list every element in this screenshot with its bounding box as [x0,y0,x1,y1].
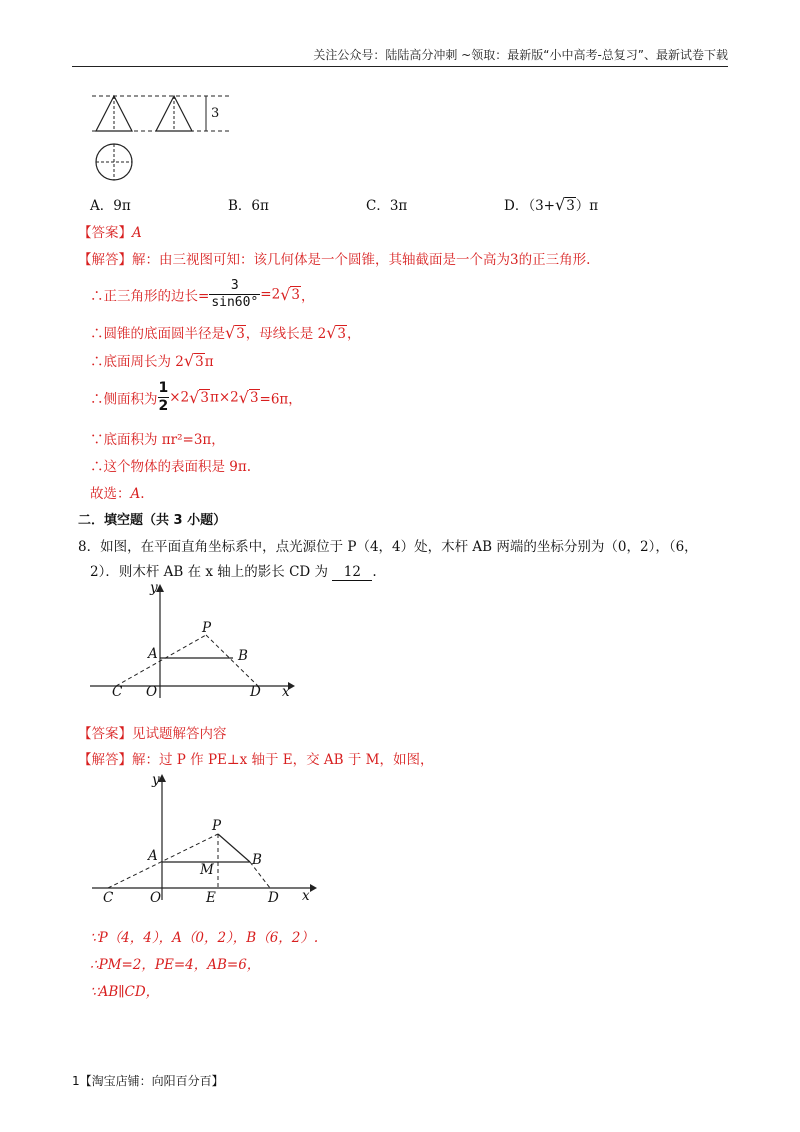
q7-answer-tag: 【答案】 [78,225,132,241]
option-d-suffix: ）π [575,198,599,214]
sqrt-sign-icon: √ [183,351,195,370]
line7-prefix: 故选： [90,486,131,502]
option-b-letter: B． [228,198,252,214]
fig2-label-y: y [152,772,160,788]
fig1-label-b: B [238,648,248,664]
q7-line-side-length [90,278,314,318]
line3-suffix: π [204,354,214,370]
line4-prefix: ∴侧面积为 [90,391,158,408]
line1-numerator: 3 [230,278,239,293]
q7-solution-text: 解：由三视图可知：该几何体是一个圆锥，其轴截面是一个高为3的正三角形. [132,252,591,268]
option-d-letter: D． [504,198,529,214]
q7-line-circumference [90,350,214,370]
q7-answer [78,221,142,241]
q8-line2 [90,560,377,581]
fig1-label-a: A [148,646,158,662]
section-title: 二．填空题（共 3 小题） [78,513,227,528]
q7-solution [78,248,590,268]
q8-answer [78,722,227,742]
q8-step-1: ∵P（4，4），A（0，2），B（6，2）. [90,930,319,946]
q8-line2-prefix: 2）．则木杆 AB 在 x 轴上的影长 CD 为 [90,564,329,580]
line4-mid1: ×2 [169,389,190,406]
q8-line2-suffix: . [372,564,377,580]
sqrt-sign-icon: √ [189,388,200,407]
line1-denominator: sin60° [211,295,259,310]
line2-mid: ，母线长是 2 [245,326,327,342]
q7-line-lateral-area [90,380,302,422]
header-rule [72,66,728,67]
fig2-label-p: P [212,818,222,834]
option-a [90,194,131,214]
height-label: 3 [211,106,220,121]
fig1-label-p: P [202,620,212,636]
line4-sqrt1: 3 [200,389,209,406]
line2-sqrt1: 3 [236,326,245,342]
option-a-value: 9π [113,198,131,214]
line4-mid2: π×2 [209,389,239,406]
option-d [504,194,598,214]
line4-sqrt2: 3 [249,389,259,406]
q8-figure-2 [90,770,320,905]
q7-line-base-area: ∵底面积为 πr²=3π， [90,432,225,448]
q8-solution [78,748,434,768]
q7-line-surface-area: ∴这个物体的表面积是 9π. [90,459,252,475]
fig2-label-a: A [148,848,158,864]
line2-sqrt2: 3 [337,326,346,342]
fig2-label-x: x [302,888,310,904]
line1-eq: =2 [260,286,281,303]
fig1-label-o: O [146,684,158,700]
sqrt-sign-icon: √ [554,195,566,214]
sqrt-sign-icon: √ [225,323,236,342]
q8-answer-blank: 12 [332,564,372,581]
line2-suffix: ， [346,326,361,342]
line4-denominator: 2 [158,398,169,414]
option-b-value: 6π [251,198,269,214]
footer-text: 1【淘宝店铺：向阳百分百】 [72,1074,224,1088]
sqrt-sign-icon: √ [326,323,337,342]
line4-numerator: 1 [158,380,169,396]
fig2-label-m: M [200,862,214,878]
q8-step-2: ∴PM=2，PE=4，AB=6， [90,957,261,973]
fig2-label-e: E [206,890,216,906]
q7-line-choice [90,482,145,502]
line7-value: A [130,486,141,502]
line2-prefix: ∴圆锥的底面圆半径是 [90,326,225,342]
header-text: 关注公众号：陆陆高分冲刺 ~领取：最新版“小中高考-总复习”、最新试卷下载 [313,48,728,62]
q7-answer-value: A [132,225,142,241]
line1-prefix: ∴正三角形的边长= [90,288,210,305]
fig2-label-b: B [252,852,262,868]
sqrt-sign-icon: √ [280,285,291,304]
fig1-label-x: x [282,684,290,700]
fig2-label-c: C [103,890,114,906]
line4-fraction [158,380,170,415]
line3-sqrt: 3 [195,354,204,370]
q8-solution-tag: 【解答】 [78,752,132,768]
line1-suffix: ， [300,288,315,305]
fig2-label-d: D [268,890,279,906]
line4-suffix: =6π， [259,391,302,408]
line3-prefix: ∴底面周长为 2 [90,354,184,370]
q8-answer-text: 见试题解答内容 [132,726,227,742]
q7-line-radius [90,322,360,342]
line7-suffix: . [140,486,145,502]
option-d-prefix: （3+ [528,198,555,214]
fig2-label-o: O [150,890,162,906]
option-c-value: 3π [389,198,408,214]
fig1-label-y: y [150,580,158,596]
fig1-label-d: D [250,684,261,700]
option-d-sqrt: 3 [566,198,575,214]
option-b [228,194,269,214]
line1-fraction [209,278,260,311]
option-a-letter: A． [90,198,114,214]
q8-answer-tag: 【答案】 [78,726,132,742]
option-c-letter: C． [366,198,390,214]
option-c [366,194,407,214]
fig1-label-c: C [112,684,123,700]
q7-solution-tag: 【解答】 [78,252,132,268]
q8-solution-text: 解：过 P 作 PE⊥x 轴于 E，交 AB 于 M，如图， [132,752,434,768]
line1-sqrt: 3 [291,286,300,303]
sqrt-sign-icon: √ [238,388,249,407]
q8-line1: 8．如图，在平面直角坐标系中，点光源位于 P（4，4）处，木杆 AB 两端的坐标分别为（0，2），（6， [78,539,698,555]
q8-step-3: ∵AB∥CD， [90,984,160,1000]
